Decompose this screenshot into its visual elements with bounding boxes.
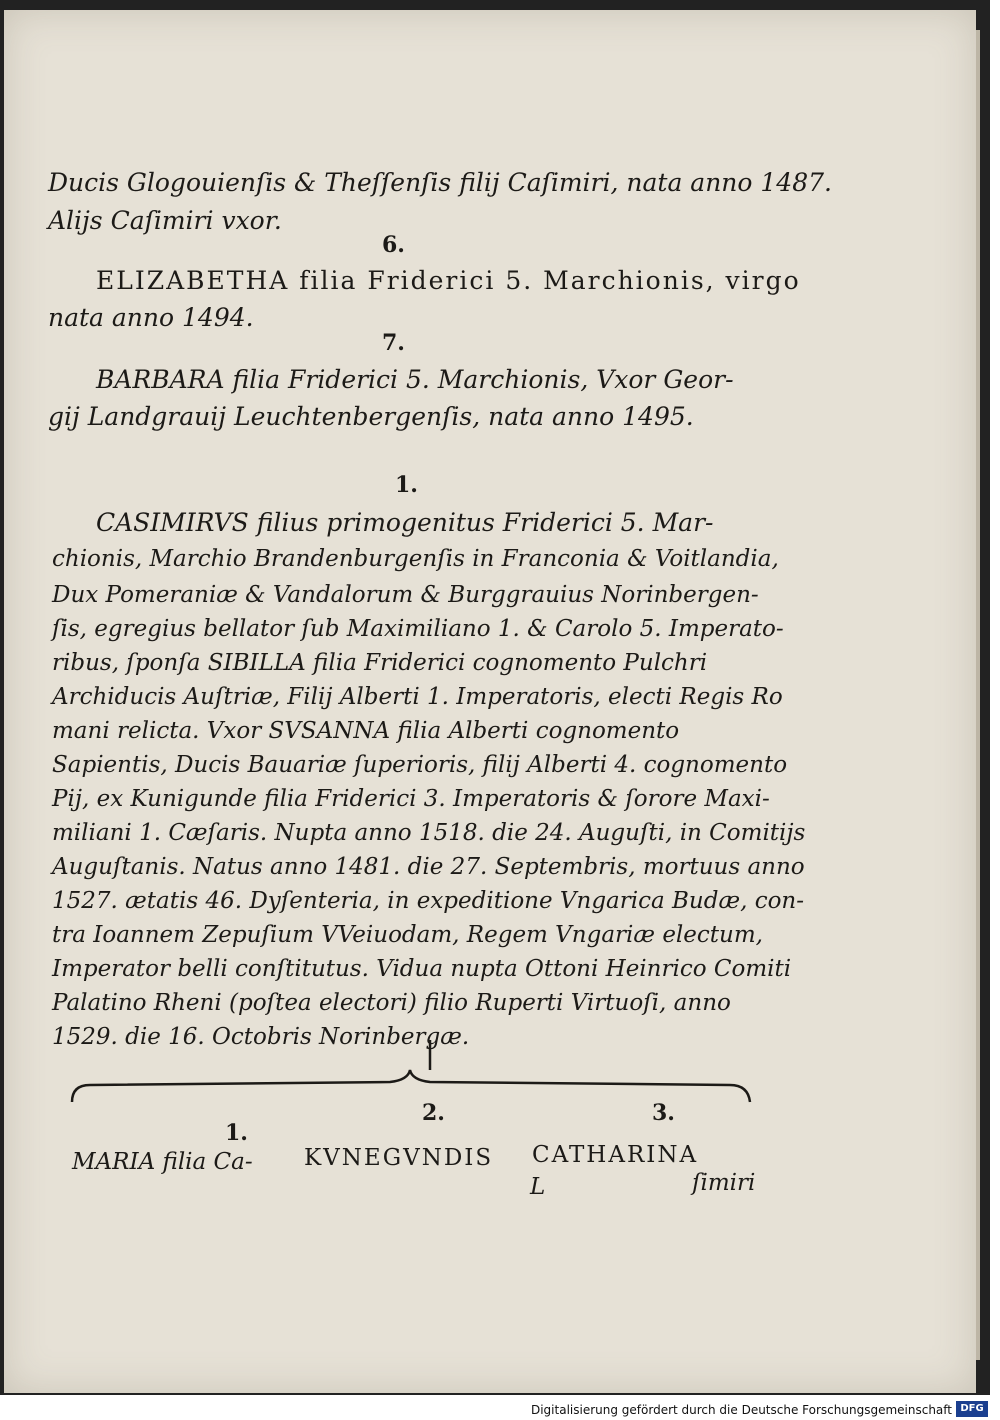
text-line: miliani 1. Cæſaris. Nupta anno 1518. die 24. Auguſti, in Comitijs xyxy=(52,820,806,846)
text-line: gij Landgrauij Leuchtenbergenſis, nata anno 1495. xyxy=(48,402,694,431)
text-line: ELIZABETHA filia Friderici 5. Marchionis, virgo xyxy=(96,266,801,295)
child-number: 1. xyxy=(225,1120,248,1146)
child-name: CATHARINA xyxy=(532,1142,699,1168)
funding-notice: Digitalisierung gefördert durch die Deutsche Forschungsgemeinschaft xyxy=(530,1403,952,1417)
child-number: 3. xyxy=(652,1100,675,1126)
text-line: Dux Pomeraniæ & Vandalorum & Burggrauius Norinbergen- xyxy=(52,582,759,608)
catchword: L xyxy=(530,1174,546,1200)
section-number: 1. xyxy=(395,472,418,498)
text-line: 1529. die 16. Octobris Norinbergæ. xyxy=(52,1024,470,1050)
text-line: Archiducis Auſtriæ, Filij Alberti 1. Imperatoris, electi Regis Ro xyxy=(52,684,783,710)
page-edge xyxy=(976,30,980,1360)
dfg-logo-icon: DFG xyxy=(956,1401,988,1417)
child-name: KVNEGVNDIS xyxy=(304,1145,494,1171)
text-line: BARBARA filia Friderici 5. Marchionis, Vxor Geor- xyxy=(96,365,734,394)
genealogy-brace xyxy=(60,1030,760,1110)
text-line: Ducis Glogouienſis & Theſſenſis filij Caſimiri, nata anno 1487. xyxy=(48,168,832,197)
text-line: Pij, ex Kunigunde filia Friderici 3. Imperatoris & ſorore Maxi- xyxy=(52,786,770,812)
text-line: Sapientis, Ducis Bauariæ ſuperioris, filij Alberti 4. cognomento xyxy=(52,752,788,778)
text-line: Palatino Rheni (poſtea electori) filio Ruperti Virtuoſi, anno xyxy=(52,990,731,1016)
text-line: ribus, ſponſa SIBILLA filia Friderici cognomento Pulchri xyxy=(52,650,708,676)
section-number: 6. xyxy=(382,232,405,258)
catchword: ſimiri xyxy=(692,1170,756,1196)
text-line: chionis, Marchio Brandenburgenſis in Franconia & Voitlandia, xyxy=(52,546,779,572)
text-line: CASIMIRVS filius primogenitus Friderici 5. Mar- xyxy=(96,508,714,537)
child-number: 2. xyxy=(422,1100,445,1126)
child-name: MARIA filia Ca- xyxy=(72,1149,253,1175)
text-line: nata anno 1494. xyxy=(48,303,254,332)
section-number: 7. xyxy=(382,330,405,356)
text-line: Imperator belli conſtitutus. Vidua nupta Ottoni Heinrico Comiti xyxy=(52,956,792,982)
text-line: mani relicta. Vxor SVSANNA filia Alberti cognomento xyxy=(52,718,680,744)
text-line: Auguſtanis. Natus anno 1481. die 27. Septembris, mortuus anno xyxy=(52,854,805,880)
text-line: ſis, egregius bellator ſub Maximiliano 1. & Carolo 5. Imperato- xyxy=(52,616,784,642)
text-line: tra Ioannem Zepuſium VVeiuodam, Regem Vngariæ electum, xyxy=(52,922,763,948)
text-line: 1527. ætatis 46. Dyſenteria, in expeditione Vngarica Budæ, con- xyxy=(52,888,805,914)
text-line: Alijs Caſimiri vxor. xyxy=(48,206,282,235)
